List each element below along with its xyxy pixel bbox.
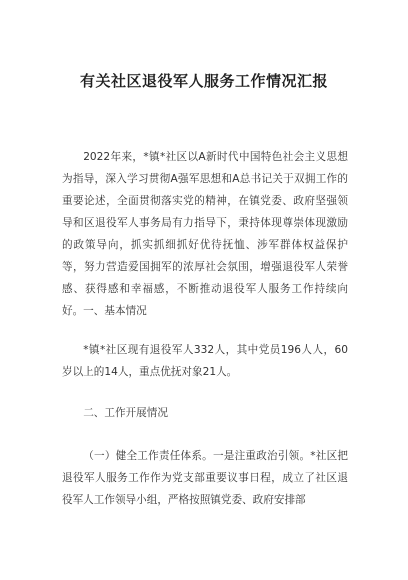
paragraph-basic-info: *镇*社区现有退役军人332人，其中党员196人人，60岁以上的14人，重点优抚对象21人。 (62, 344, 348, 378)
paragraph-responsibility: （一）健全工作责任体系。一是注重政治引领。*社区把退役军人服务工作作为党支部重要议事日程，成立了社区退役军人工作领导小组，严格按照镇党委、政府安排部 (62, 450, 348, 506)
section-heading-work: 二、工作开展情况 (83, 407, 168, 419)
paragraph-intro: 2022年来，*镇*社区以A新时代中国特色社会主义思想为指导，深入学习贯彻A强军思想和A总书记关于双拥工作的重要论述，全面贯彻落实党的精神，在镇党委、政府坚强领导和区退役军人事务局有力指导下，秉持体现尊崇体现激励的政策导向，抓实抓细抓好优待抚恤、涉军群体权益保护等，努力营造爱国拥军的浓厚社会氛围，增强退役军人荣誉感、获得感和幸福感，不断推动退役军人服务工作持续向好。一、基本情况 (62, 151, 348, 317)
document-title: 有关社区退役军人服务工作情况汇报 (79, 72, 328, 90)
